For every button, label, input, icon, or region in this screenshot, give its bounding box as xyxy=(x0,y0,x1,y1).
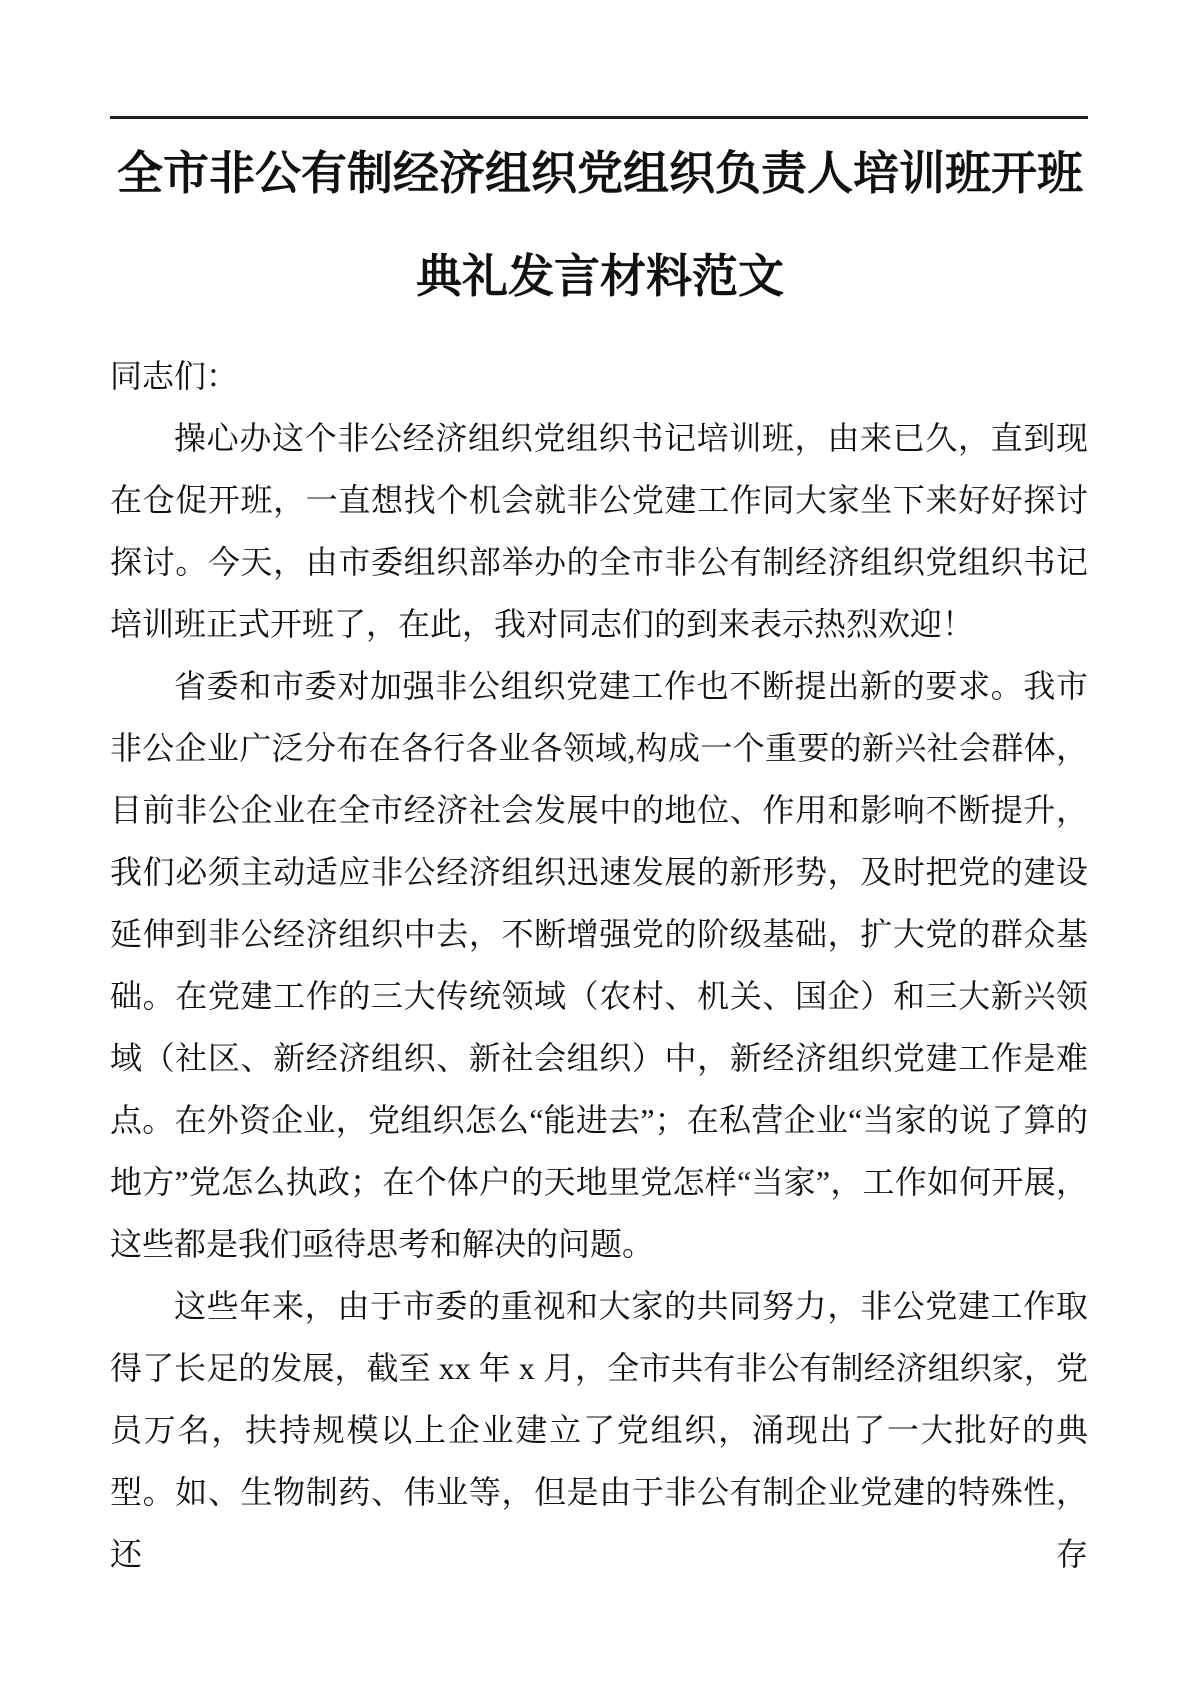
document-title xyxy=(110,122,1090,328)
salutation: 同志们： xyxy=(110,358,239,394)
paragraph-opening: 操心办这个非公经济组织党组织书记培训班，由来已久，直到现在仓促开班，一直想找个机会就非公党建工作同大家坐下来好好探讨探讨。今天，由市委组织部举办的全市非公有制经济组织党组织书记培训班正式开班了，在此，我对同志们的到来表示热烈欢迎！ xyxy=(110,420,1088,642)
header-rule xyxy=(110,116,1088,119)
document-title-line-2: 典礼发言材料范文 xyxy=(416,251,784,302)
document-body xyxy=(110,345,1088,1585)
paragraph-achievements: 这些年来，由于市委的重视和大家的共同努力，非公党建工作取得了长足的发展，截至 xx 年 x 月，全市共有非公有制经济组织家，党员万名，扶持规模以上企业建立了党组织，涌现出了一大批好的典型。如、生物制药、伟业等，但是由于非公有制企业党建的特殊性，还存 xyxy=(110,1288,1088,1572)
paragraph-requirements: 省委和市委对加强非公组织党建工作也不断提出新的要求。我市非公企业广泛分布在各行各业各领域,构成一个重要的新兴社会群体，目前非公企业在全市经济社会发展中的地位、作用和影响不断提升，我们必须主动适应非公经济组织迅速发展的新形势，及时把党的建设延伸到非公经济组织中去，不断增强党的阶级基础，扩大党的群众基础。在党建工作的三大传统领域（农村、机关、国企）和三大新兴领域（社区、新经济组织、新社会组织）中，新经济组织党建工作是难点。在外资企业，党组织怎么“能进去”；在私营企业“当家的说了算的地方”党怎么执政；在个体户的天地里党怎样“当家”，工作如何开展，这些都是我们亟待思考和解决的问题。 xyxy=(110,668,1088,1262)
document-title-line-1: 全市非公有制经济组织党组织负责人培训班开班 xyxy=(117,148,1083,199)
